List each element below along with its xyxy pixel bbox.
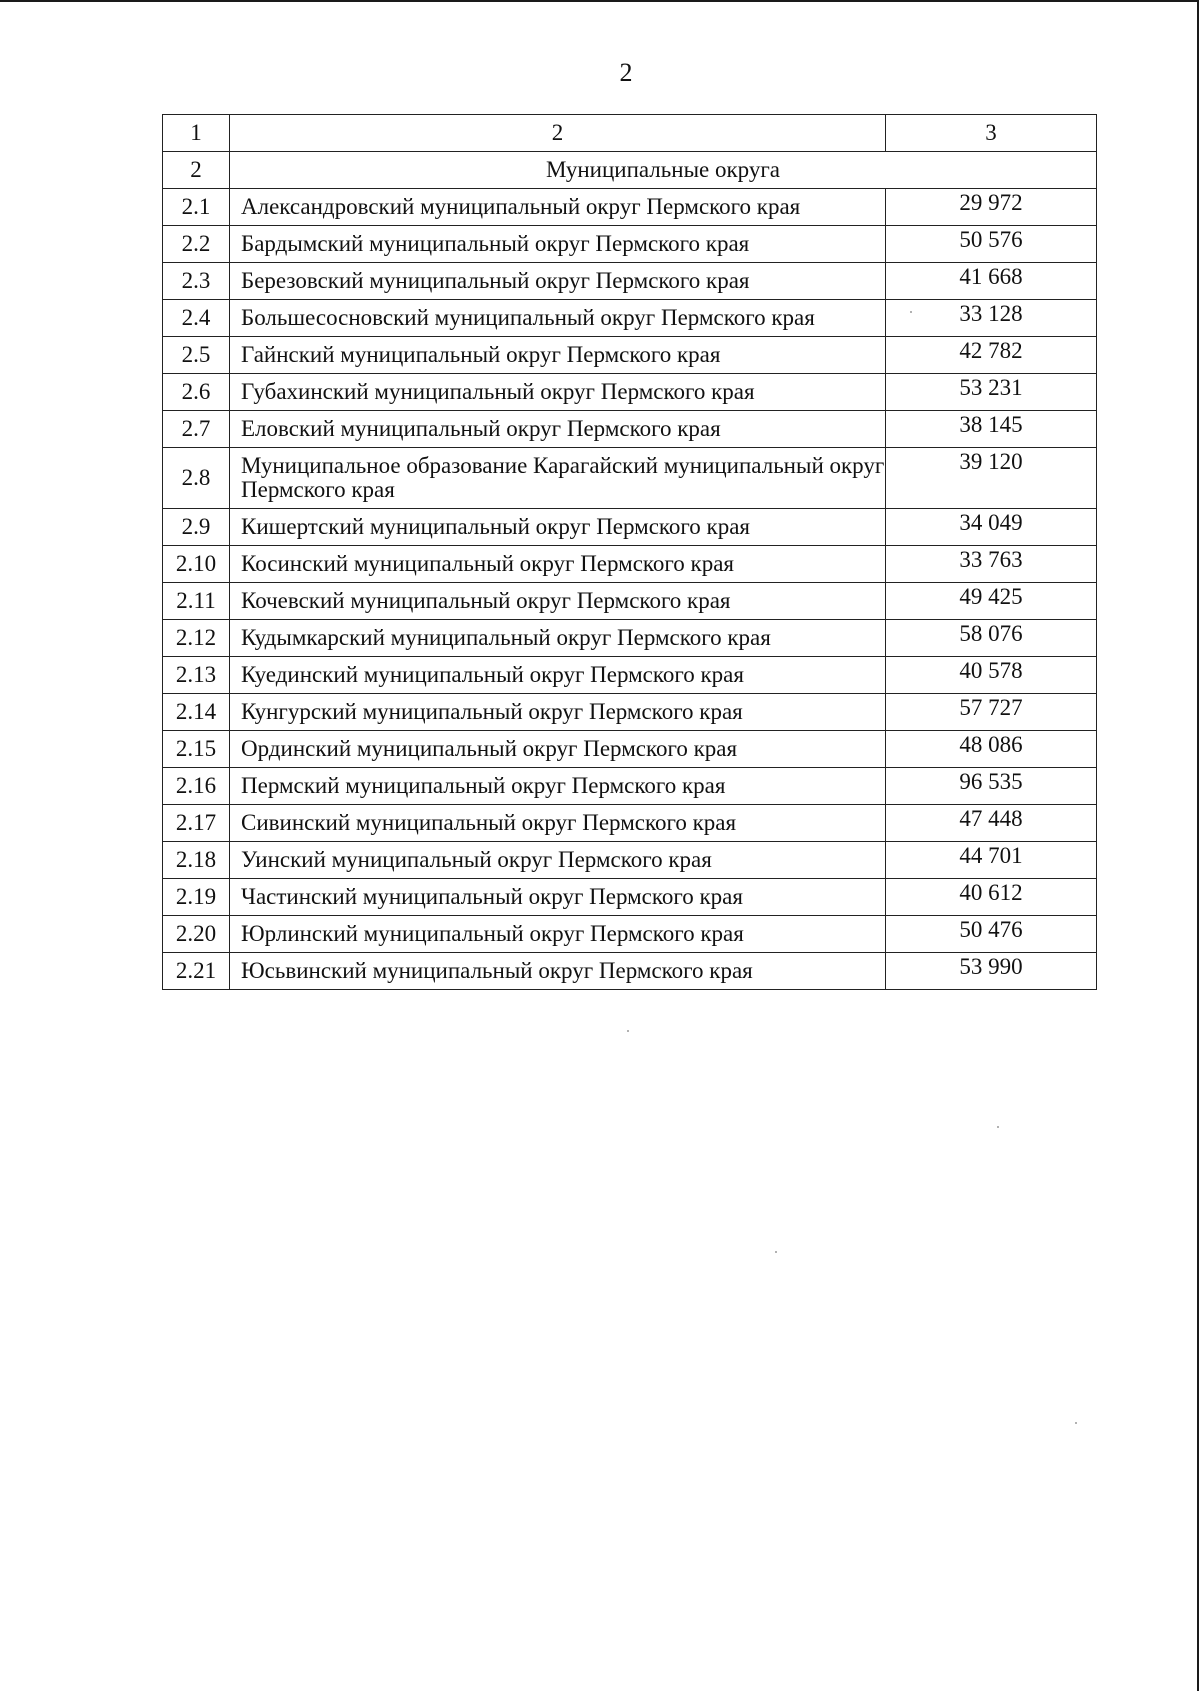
table-row xyxy=(163,731,1097,768)
value-cell: 39 120 xyxy=(886,448,1097,509)
row-number: 2.19 xyxy=(163,879,230,916)
municipality-name: Частинский муниципальный округ Пермского края xyxy=(230,879,886,916)
table-row xyxy=(163,509,1097,546)
value-cell: 48 086 xyxy=(886,731,1097,768)
scan-speck xyxy=(627,1030,629,1032)
value-cell: 50 476 xyxy=(886,916,1097,953)
row-number: 2.18 xyxy=(163,842,230,879)
value-cell: 47 448 xyxy=(886,805,1097,842)
table-row xyxy=(163,768,1097,805)
value-cell: 40 612 xyxy=(886,879,1097,916)
municipality-name: Большесосновский муниципальный округ Пермского края xyxy=(230,300,886,337)
municipality-name: Юрлинский муниципальный округ Пермского края xyxy=(230,916,886,953)
table-row xyxy=(163,694,1097,731)
table-row xyxy=(163,805,1097,842)
row-number: 2.13 xyxy=(163,657,230,694)
municipality-name: Кочевский муниципальный округ Пермского края xyxy=(230,583,886,620)
municipality-name: Косинский муниципальный округ Пермского края xyxy=(230,546,886,583)
table-row xyxy=(163,374,1097,411)
value-cell: 50 576 xyxy=(886,226,1097,263)
table-row xyxy=(163,879,1097,916)
table-row xyxy=(163,411,1097,448)
municipality-name: Кудымкарский муниципальный округ Пермского края xyxy=(230,620,886,657)
value-cell: 49 425 xyxy=(886,583,1097,620)
municipality-name: Куединский муниципальный округ Пермского края xyxy=(230,657,886,694)
table-row xyxy=(163,337,1097,374)
section-number: 2 xyxy=(163,152,230,189)
scan-speck xyxy=(775,1251,777,1253)
row-number: 2.15 xyxy=(163,731,230,768)
value-cell: 41 668 xyxy=(886,263,1097,300)
municipality-name: Уинский муниципальный округ Пермского края xyxy=(230,842,886,879)
row-number: 2.9 xyxy=(163,509,230,546)
value-cell: 33 128 xyxy=(886,300,1097,337)
municipal-districts-table xyxy=(162,114,1097,990)
column-header-2: 2 xyxy=(230,115,886,152)
municipality-name: Пермский муниципальный округ Пермского края xyxy=(230,768,886,805)
municipality-name: Березовский муниципальный округ Пермского края xyxy=(230,263,886,300)
table-row xyxy=(163,620,1097,657)
column-header-3: 3 xyxy=(886,115,1097,152)
table-row xyxy=(163,916,1097,953)
value-cell: 96 535 xyxy=(886,768,1097,805)
row-number: 2.10 xyxy=(163,546,230,583)
row-number: 2.5 xyxy=(163,337,230,374)
page-number: 2 xyxy=(619,58,633,87)
value-cell: 53 990 xyxy=(886,953,1097,990)
table-row xyxy=(163,448,1097,509)
row-number: 2.8 xyxy=(163,448,230,509)
row-number: 2.6 xyxy=(163,374,230,411)
table-row xyxy=(163,583,1097,620)
section-title: Муниципальные округа xyxy=(230,152,1097,189)
scan-speck xyxy=(910,311,912,313)
table-row xyxy=(163,263,1097,300)
table-row xyxy=(163,226,1097,263)
row-number: 2.11 xyxy=(163,583,230,620)
row-number: 2.16 xyxy=(163,768,230,805)
table-row xyxy=(163,953,1097,990)
municipality-name: Кунгурский муниципальный округ Пермского края xyxy=(230,694,886,731)
municipality-name: Ординский муниципальный округ Пермского края xyxy=(230,731,886,768)
value-cell: 34 049 xyxy=(886,509,1097,546)
table-header-row xyxy=(163,115,1097,152)
municipality-name: Гайнский муниципальный округ Пермского края xyxy=(230,337,886,374)
row-number: 2.21 xyxy=(163,953,230,990)
row-number: 2.7 xyxy=(163,411,230,448)
value-cell: 53 231 xyxy=(886,374,1097,411)
table-row xyxy=(163,546,1097,583)
municipality-name: Юсьвинский муниципальный округ Пермского края xyxy=(230,953,886,990)
municipality-name: Губахинский муниципальный округ Пермского края xyxy=(230,374,886,411)
municipality-name: Еловский муниципальный округ Пермского края xyxy=(230,411,886,448)
row-number: 2.1 xyxy=(163,189,230,226)
value-cell: 40 578 xyxy=(886,657,1097,694)
value-cell: 44 701 xyxy=(886,842,1097,879)
table-row xyxy=(163,189,1097,226)
table-row xyxy=(163,842,1097,879)
value-cell: 42 782 xyxy=(886,337,1097,374)
table-row xyxy=(163,657,1097,694)
municipality-name: Кишертский муниципальный округ Пермского края xyxy=(230,509,886,546)
section-row xyxy=(163,152,1097,189)
municipality-name: Бардымский муниципальный округ Пермского края xyxy=(230,226,886,263)
row-number: 2.20 xyxy=(163,916,230,953)
value-cell: 38 145 xyxy=(886,411,1097,448)
value-cell: 58 076 xyxy=(886,620,1097,657)
row-number: 2.14 xyxy=(163,694,230,731)
value-cell: 57 727 xyxy=(886,694,1097,731)
value-cell: 29 972 xyxy=(886,189,1097,226)
municipality-name: Муниципальное образование Карагайский муниципальный округ Пермского края xyxy=(230,448,886,509)
municipality-name: Александровский муниципальный округ Пермского края xyxy=(230,189,886,226)
value-cell: 33 763 xyxy=(886,546,1097,583)
row-number: 2.2 xyxy=(163,226,230,263)
scan-speck xyxy=(1075,1422,1077,1424)
row-number: 2.3 xyxy=(163,263,230,300)
column-header-1: 1 xyxy=(163,115,230,152)
table-row xyxy=(163,300,1097,337)
row-number: 2.4 xyxy=(163,300,230,337)
row-number: 2.17 xyxy=(163,805,230,842)
municipality-name: Сивинский муниципальный округ Пермского края xyxy=(230,805,886,842)
scan-speck xyxy=(997,1126,999,1128)
row-number: 2.12 xyxy=(163,620,230,657)
